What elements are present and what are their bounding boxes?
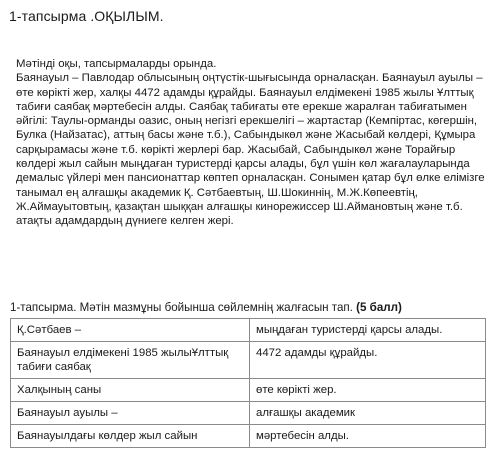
task-points: (5 балл) bbox=[356, 301, 402, 314]
task-prompt bbox=[10, 301, 402, 314]
page-title: 1-тапсырма .ОҚЫЛЫМ. bbox=[9, 8, 164, 24]
table-cell-left: Қ.Сәтбаев – bbox=[11, 319, 250, 342]
matching-table bbox=[10, 318, 486, 448]
table-cell-right: 4472 адамды құрайды. bbox=[250, 342, 486, 379]
table-cell-left: Баянауылдағы көлдер жыл сайын bbox=[11, 425, 250, 448]
table-cell-right: мәртебесін алды. bbox=[250, 425, 486, 448]
reading-passage bbox=[16, 57, 494, 229]
table-row bbox=[11, 319, 486, 342]
passage-body: Баянауыл – Павлодар облысының оңтүстік-шығысында орналасқан. Баянауыл ауылы – өте көрікті жер, халқы 4472 адамды құрайды. Баянауыл елдімекені 1985 жылы Ұлттық табиғи саябақ мәртебесін алды. Саябақ табиғаты өте ерекше жаралған табиғатымен әйгілі: Таулы-орманды оазис, оның негізгі ерекшелігі – жартастар (Кемпіртас, көгершін, Булка (Найзатас), аттың басы және т.б.), Сабындыкөл және Жасыбай көлдері, Құмыра сарқырамасы және т.б. көрікті жерлері бар. Жасыбай, Сабындыкөл және Торайғыр көлдері жыл сайын мыңдаған туристерді қарсы алады, бұл үшін көл жағалауларында демалыс үйлері мен пансионаттар көптеп орналасқан. Сонымен қатар бұл өлке елімізге танымал ең алғашқы академик Қ. Сәтбаевтың, Ш.Шокиннің, М.Ж.Көпеевтің, Ж.Аймауытовтың, қазақтан шыққан алғашқы кинорежиссер Ш.Аймановтың және т.б. атақты адамдардың дүниеге келген жері. bbox=[16, 72, 485, 228]
table-cell-left: Халқының саны bbox=[11, 379, 250, 402]
table-cell-left: Баянауыл елдімекені 1985 жылыҰлттық табиғи саябақ bbox=[11, 342, 250, 379]
table-cell-right: мыңдаған туристерді қарсы алады. bbox=[250, 319, 486, 342]
table-row bbox=[11, 402, 486, 425]
table-cell-left: Баянауыл ауылы – bbox=[11, 402, 250, 425]
table-row bbox=[11, 425, 486, 448]
table-cell-right: өте көрікті жер. bbox=[250, 379, 486, 402]
table-row bbox=[11, 342, 486, 379]
table-row bbox=[11, 379, 486, 402]
task-text: 1-тапсырма. Мәтін мазмұны бойынша сөйлемнің жалғасын тап. bbox=[10, 301, 357, 314]
passage-instruction: Мәтінді оқы, тапсырмаларды орында. bbox=[16, 58, 217, 70]
table-cell-right: алғашқы академик bbox=[250, 402, 486, 425]
